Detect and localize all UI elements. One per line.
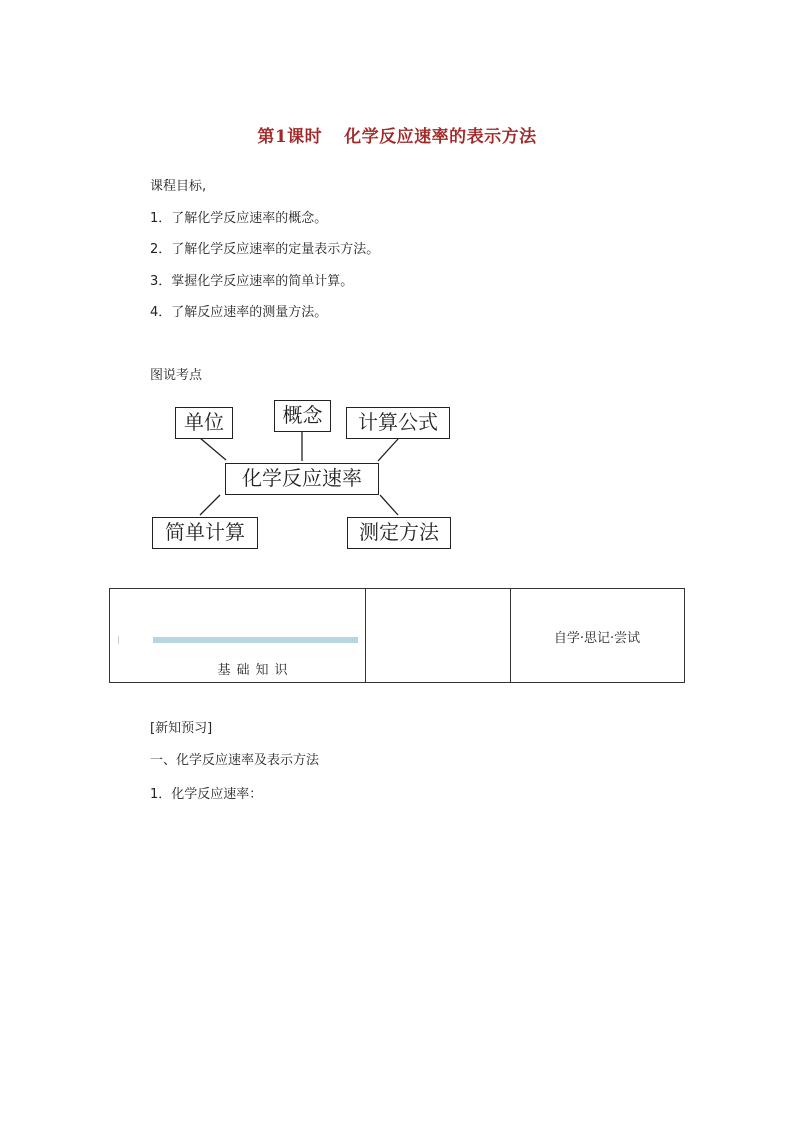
banner-strip bbox=[153, 637, 358, 643]
connector-unit bbox=[200, 438, 226, 460]
objective-item-2: 2．了解化学反应速率的定量表示方法。 bbox=[150, 242, 380, 257]
banner-left-label: 基础知识 bbox=[217, 663, 294, 678]
section-banner bbox=[109, 588, 685, 683]
objective-item-3: 3．掌握化学反应速率的简单计算。 bbox=[150, 274, 354, 289]
objective-item-4: 4．了解反应速率的测量方法。 bbox=[150, 305, 328, 320]
banner-divider-1 bbox=[365, 589, 366, 682]
node-unit: 单位 bbox=[175, 407, 233, 439]
objective-item-1: 1．了解化学反应速率的概念。 bbox=[150, 211, 328, 226]
node-simple-calc: 简单计算 bbox=[152, 517, 258, 549]
node-concept: 概念 bbox=[274, 400, 331, 432]
lesson-topic: 化学反应速率的表示方法 bbox=[344, 127, 537, 147]
connector-formula bbox=[378, 439, 398, 461]
connector-simple-calc bbox=[200, 495, 220, 515]
connector-method bbox=[380, 495, 398, 515]
diagram-heading: 图说考点 bbox=[150, 368, 203, 383]
node-formula: 计算公式 bbox=[346, 407, 450, 439]
lesson-number: 第1课时 bbox=[257, 127, 323, 147]
preview-item-1: 1．化学反应速率： bbox=[150, 787, 263, 802]
node-method: 测定方法 bbox=[347, 517, 451, 549]
page-title bbox=[0, 122, 794, 147]
concept-map bbox=[150, 395, 455, 555]
preview-heading: [新知预习] bbox=[150, 721, 213, 736]
node-center: 化学反应速率 bbox=[225, 463, 379, 495]
banner-right-label: 自学·思记·尝试 bbox=[553, 631, 641, 646]
banner-tick bbox=[118, 636, 119, 644]
preview-section: 一、化学反应速率及表示方法 bbox=[150, 753, 320, 768]
objectives-heading: 课程目标, bbox=[150, 179, 207, 194]
